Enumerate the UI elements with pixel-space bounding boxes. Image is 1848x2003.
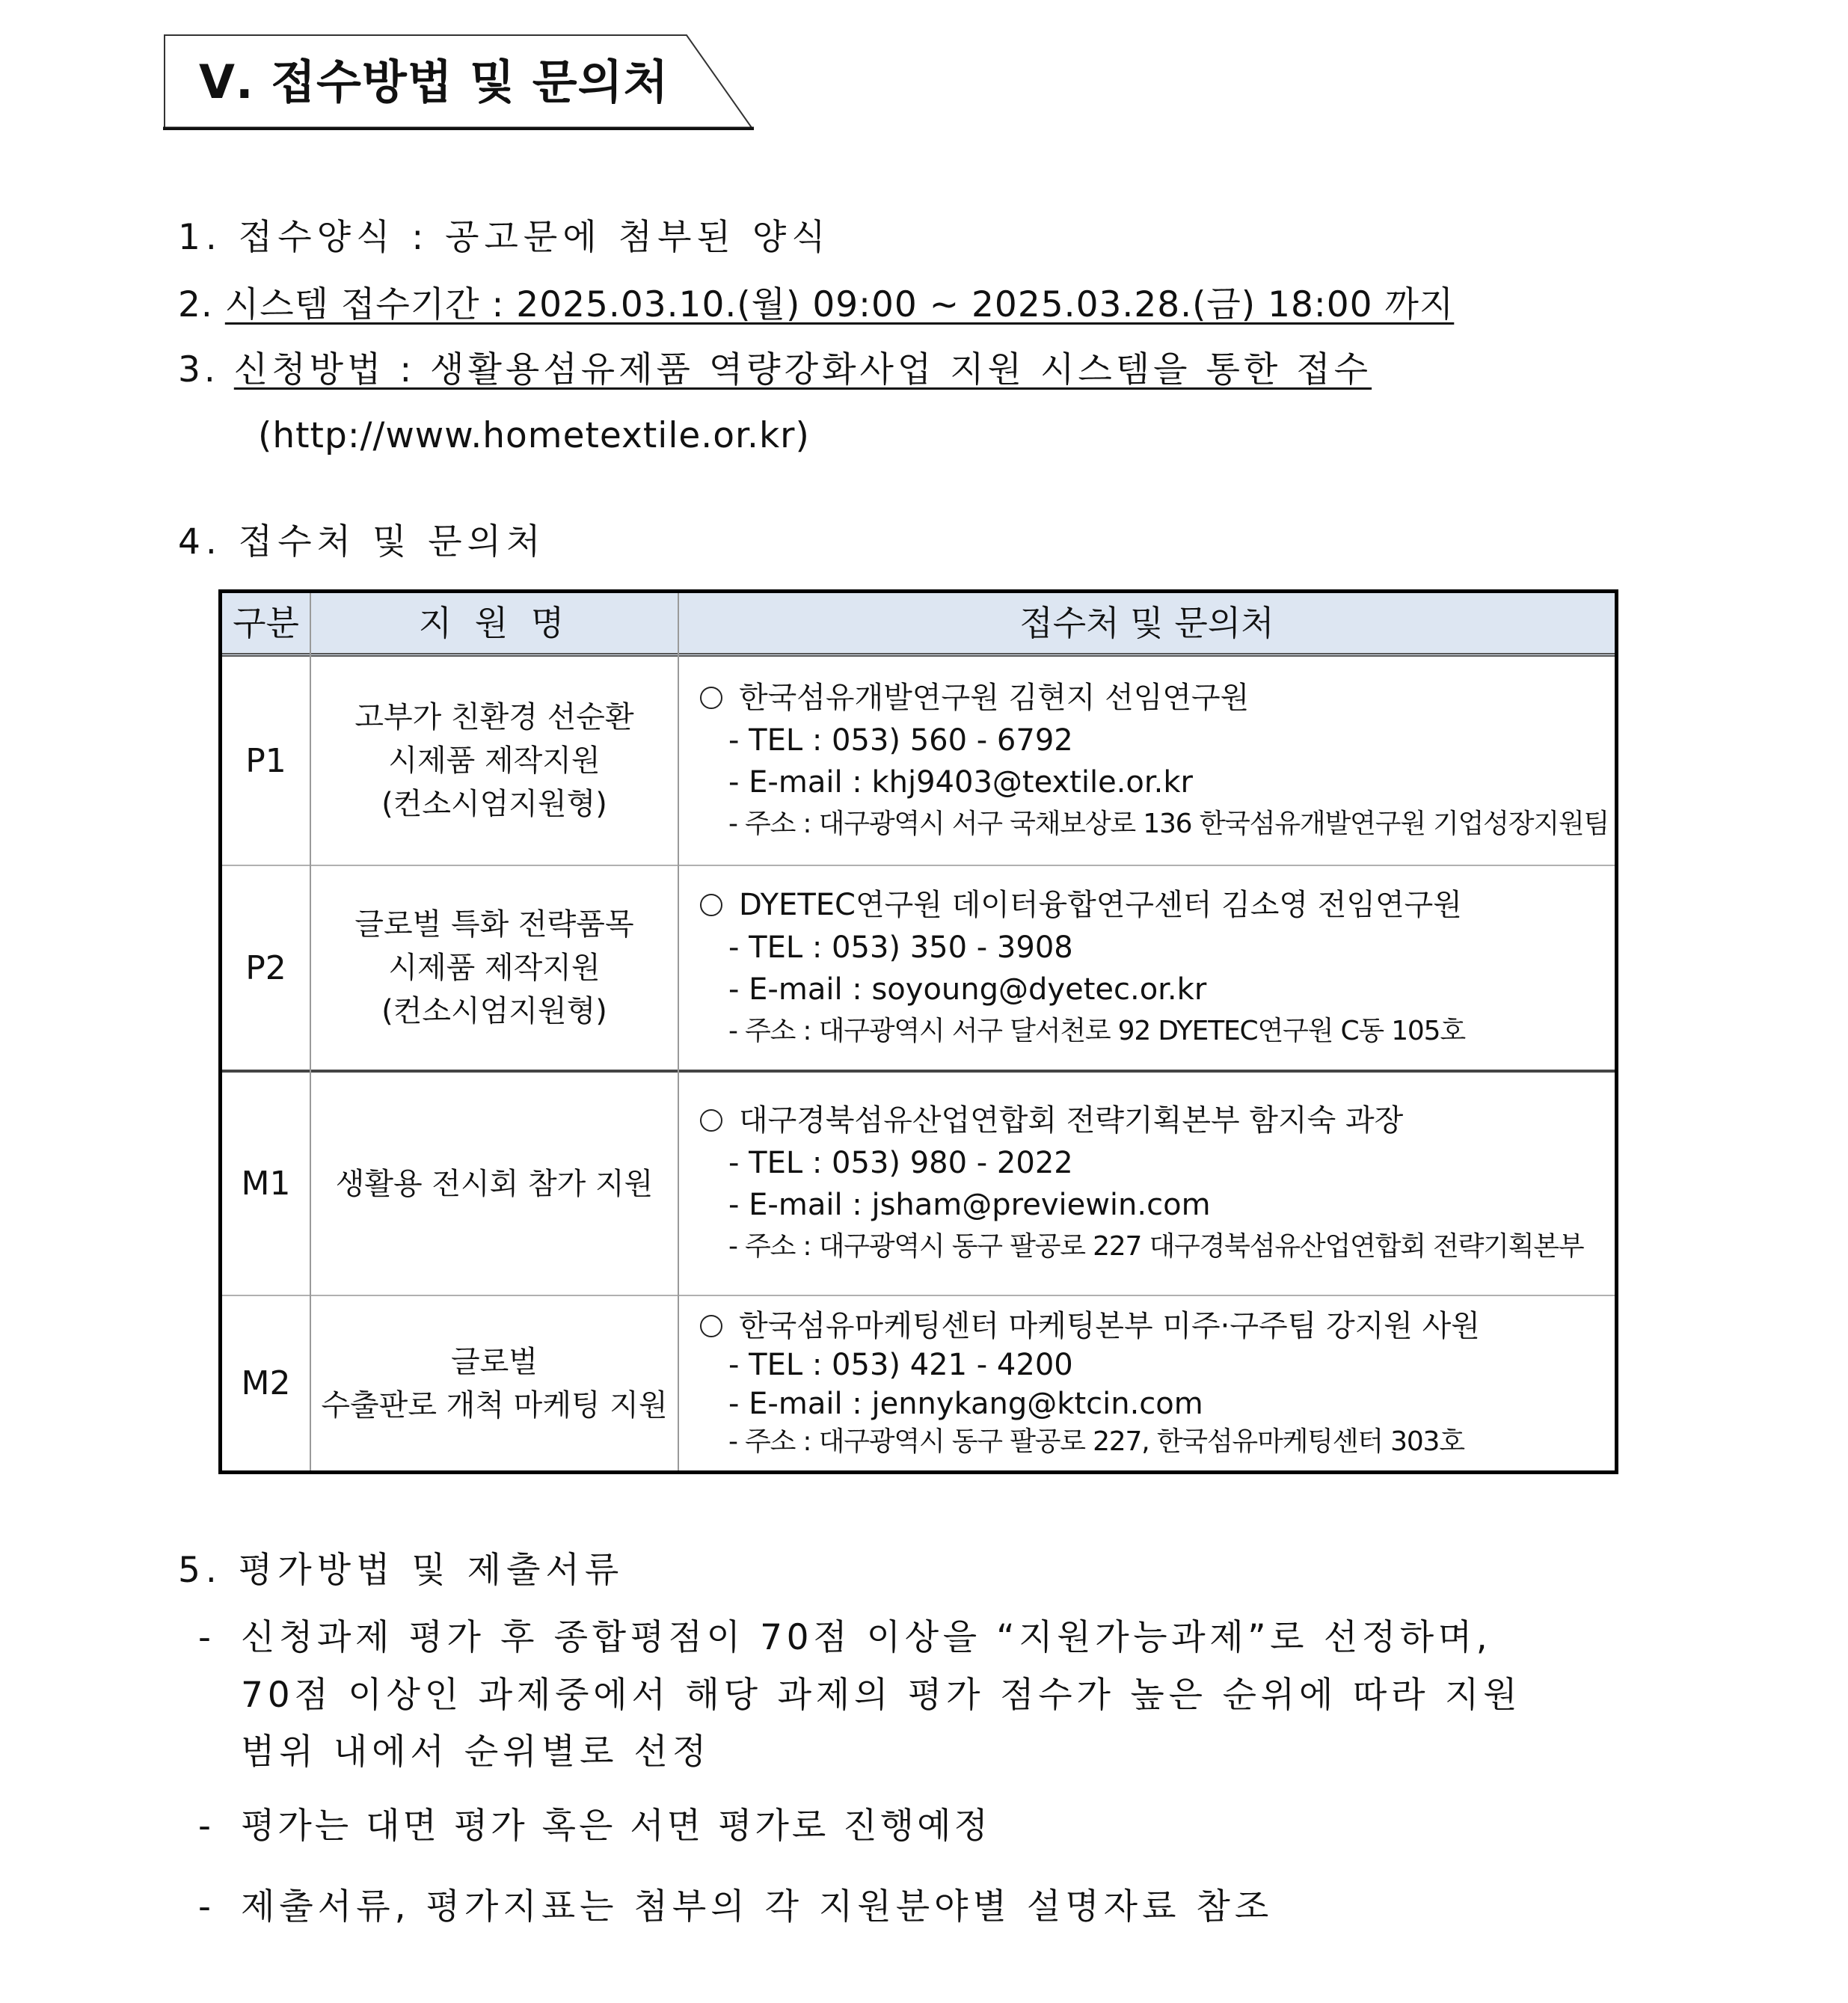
table-row	[222, 1295, 1615, 1470]
bullet-line: 평가는 대면 평가 혹은 서면 평가로 진행예정	[241, 1806, 991, 1847]
row-name-line: 시제품 제작지원	[388, 743, 601, 778]
row-info	[679, 1073, 1615, 1295]
row-address: - 주소 : 대구광역시 서구 달서천로 92 DYETEC연구원 C동 105호	[728, 1015, 1465, 1046]
item-period	[178, 283, 1454, 328]
row-org	[679, 1099, 1615, 1142]
row-tel: - TEL : 053) 350 - 3908	[728, 930, 1073, 965]
bullet-line: 범위 내에서 순위별로 선정	[241, 1731, 711, 1773]
row-org-text: DYETEC연구원 데이터융합연구센터 김소영 전임연구원	[739, 887, 1462, 922]
row-info	[679, 657, 1615, 865]
item-period-num: 2.	[178, 284, 213, 325]
header-name: 지 원 명	[418, 603, 571, 643]
item-method-num: 3.	[178, 349, 219, 390]
row-email: - E-mail : jennykang@ktcin.com	[728, 1386, 1203, 1421]
row-info	[679, 1296, 1615, 1470]
column-divider	[310, 593, 311, 1470]
row-name	[311, 657, 678, 865]
table-row	[222, 865, 1615, 1070]
item-form-num: 1.	[178, 217, 222, 258]
row-org	[679, 677, 1615, 720]
bullet-line: 신청과제 평가 후 종합평점이 70점 이상을 “지원가능과제”로 선정하며,	[241, 1617, 1492, 1658]
item-evaluation	[178, 1548, 624, 1593]
row-address: - 주소 : 대구광역시 동구 팔공로 227 대구경북섬유산업연합회 전략기획본부	[728, 1231, 1584, 1262]
row-tel: - TEL : 053) 421 - 4200	[728, 1347, 1073, 1382]
item-contact	[178, 520, 546, 565]
table-row	[222, 1070, 1615, 1295]
row-code: M1	[241, 1165, 291, 1203]
row-name-line: 고부가 친환경 선순환	[354, 700, 634, 734]
row-name-line: 생활용 전시회 참가 지원	[335, 1166, 654, 1201]
column-divider	[678, 593, 679, 1470]
row-name	[311, 1073, 678, 1295]
bullet-line: 제출서류, 평가지표는 첨부의 각 지원분야별 설명자료 참조	[241, 1886, 1274, 1927]
item-contact-text: 접수처 및 문의처	[238, 521, 546, 562]
row-name	[311, 1296, 678, 1470]
circle-bullet-icon	[700, 1109, 722, 1132]
table-row	[222, 657, 1615, 865]
item-form-text: 접수양식 : 공고문에 첨부된 양식	[238, 217, 831, 258]
table-header-row	[222, 593, 1615, 657]
row-code: P1	[245, 741, 286, 780]
bullet-dash: -	[198, 1886, 211, 1927]
row-name	[311, 866, 678, 1070]
row-name-line: 글로벌 특화 전략품목	[354, 907, 634, 942]
row-name-line: 글로벌	[451, 1344, 538, 1379]
item-form	[178, 215, 831, 260]
row-org-text: 한국섬유마케팅센터 마케팅본부 미주·구주팀 강지원 사원	[739, 1308, 1480, 1343]
row-org	[679, 884, 1615, 927]
section-header	[163, 33, 754, 130]
row-name-line: (컨소시엄지원형)	[381, 994, 607, 1028]
row-email: - E-mail : khj9403@textile.or.kr	[728, 764, 1193, 800]
item-contact-num: 4.	[178, 521, 222, 562]
header-info: 접수처 및 문의처	[1019, 603, 1274, 643]
row-tel: - TEL : 053) 560 - 6792	[728, 723, 1073, 758]
row-tel: - TEL : 053) 980 - 2022	[728, 1146, 1073, 1180]
row-address: - 주소 : 대구광역시 동구 팔공로 227, 한국섬유마케팅센터 303호	[728, 1426, 1464, 1457]
row-name-line: 수출판로 개척 마케팅 지원	[321, 1387, 668, 1423]
item-method-text: 신청방법 : 생활용섬유제품 역량강화사업 지원 시스템을 통한 접수	[233, 349, 1372, 390]
item-evaluation-num: 5.	[178, 1550, 222, 1591]
contact-table	[218, 589, 1618, 1474]
header-code: 구분	[233, 603, 299, 643]
circle-bullet-icon	[700, 894, 722, 916]
circle-bullet-icon	[700, 1315, 722, 1337]
row-email: - E-mail : soyoung@dyetec.or.kr	[728, 972, 1207, 1007]
row-org-text: 대구경북섬유산업연합회 전략기획본부 함지숙 과장	[739, 1103, 1404, 1138]
row-org-text: 한국섬유개발연구원 김현지 선임연구원	[739, 680, 1250, 715]
item-period-text: 시스템 접수기간 : 2025.03.10.(월) 09:00 ~ 2025.03.28.(금) 18:00 까지	[224, 284, 1455, 325]
item-evaluation-title: 평가방법 및 제출서류	[238, 1550, 624, 1591]
row-address: - 주소 : 대구광역시 서구 국채보상로 136 한국섬유개발연구원 기업성장지원팀	[728, 808, 1609, 839]
row-code: P2	[245, 948, 286, 987]
row-code: M2	[241, 1364, 291, 1402]
item-method-url: (http://www.hometextile.or.kr)	[258, 415, 810, 456]
row-name-line: (컨소시엄지원형)	[381, 787, 607, 821]
section-title: Ⅴ. 접수방법 및 문의처	[199, 55, 669, 109]
item-method	[178, 348, 1372, 393]
bullet-dash: -	[198, 1617, 211, 1658]
bullet-line: 70점 이상인 과제중에서 해당 과제의 평가 점수가 높은 순위에 따라 지원	[241, 1675, 1522, 1716]
circle-bullet-icon	[700, 687, 722, 709]
row-name-line: 시제품 제작지원	[388, 951, 601, 985]
row-org	[679, 1307, 1615, 1346]
row-email: - E-mail : jsham@previewin.com	[728, 1188, 1211, 1222]
bullet-dash: -	[198, 1806, 211, 1847]
row-info	[679, 866, 1615, 1070]
